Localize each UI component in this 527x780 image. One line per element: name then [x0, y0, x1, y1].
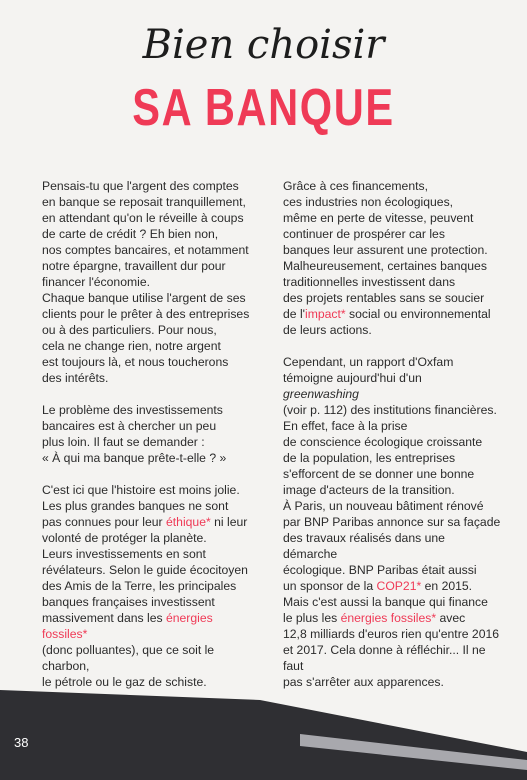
title-main: SA BANQUE	[132, 79, 395, 137]
text-run: avec 12,8 milliards d'euros rien qu'entre 2016 et 2017. Cela donne à réfléchir... Il ne faut pas s'arrêter aux apparences.	[283, 611, 500, 689]
left-column	[42, 178, 260, 706]
text-run: ni leur volonté de protéger la planète. Leurs investissements en sont révélateurs. Selon le guide écocitoyen des Amis de la Terre, les principales banques françaises investissent massivement dans les	[42, 515, 248, 625]
glossary-term: énergies fossiles*	[42, 611, 213, 641]
band-dark-shape	[0, 690, 527, 780]
text-run: (donc polluantes), que ce soit le charbon, le pétrole ou le gaz de schiste.	[42, 643, 215, 689]
text-run: C'est ici que l'histoire est moins jolie. Les plus grandes banques ne sont pas connues pour leur	[42, 483, 240, 529]
title-script: Bien choisir	[142, 22, 385, 68]
paragraph	[42, 178, 260, 386]
text-run: social ou environnemental de leurs actions.	[283, 307, 491, 337]
text-run: Le problème des investissements bancaires est à chercher un peu plus loin. Il faut se demander : « À qui ma banque prête-t-elle ? »	[42, 403, 227, 465]
glossary-term: COP21*	[376, 579, 422, 593]
bottom-band-decoration	[0, 660, 527, 780]
text-run: Pensais-tu que l'argent des comptes en banque se reposait tranquillement, en attendant qu'on le réveille à coups de carte de crédit ? Eh bien non, nos comptes bancaires, et notamment notre épargne, travaillent dur pour financer l'économie. Chaque banque utilise l'argent de ses clients pour le prêter à des entreprises ou à des particuliers. Pour nous, cela ne change rien, notre argent est toujours là, et nous toucherons des intérêts.	[42, 179, 250, 385]
text-run: en 2015. Mais c'est aussi la banque qui finance le plus les	[283, 579, 488, 625]
paragraph	[283, 354, 501, 690]
paragraph	[283, 178, 501, 338]
text-run: Grâce à ces financements, ces industries non écologiques, même en perte de vitesse, peuvent continuer de prospérer car les banques leur assurent une protection. Malheureusement, certaines banques traditionnelles investissent dans des projets rentables sans se soucier de l'	[283, 179, 488, 321]
right-column	[283, 178, 501, 706]
paragraph	[42, 402, 260, 466]
paragraph	[42, 482, 260, 690]
glossary-term: impact*	[304, 307, 346, 321]
text-run: Cependant, un rapport d'Oxfam témoigne aujourd'hui d'un	[283, 355, 454, 385]
glossary-term: éthique*	[166, 515, 211, 529]
glossary-term: énergies fossiles*	[340, 611, 437, 625]
text-run: (voir p. 112) des institutions financières. En effet, face à la prise de conscience écologique croissante de la population, les entreprises s'efforcent de se donner une bonne image d'acteurs de la transition. À Paris, un nouveau bâtiment rénové par BNP Paribas annonce sur sa façade des travaux réalisés dans une démarche écologique. BNP Paribas était aussi un sponsor de la	[283, 403, 501, 593]
page-number: 38	[14, 735, 29, 750]
italic-term: greenwashing	[283, 387, 359, 401]
